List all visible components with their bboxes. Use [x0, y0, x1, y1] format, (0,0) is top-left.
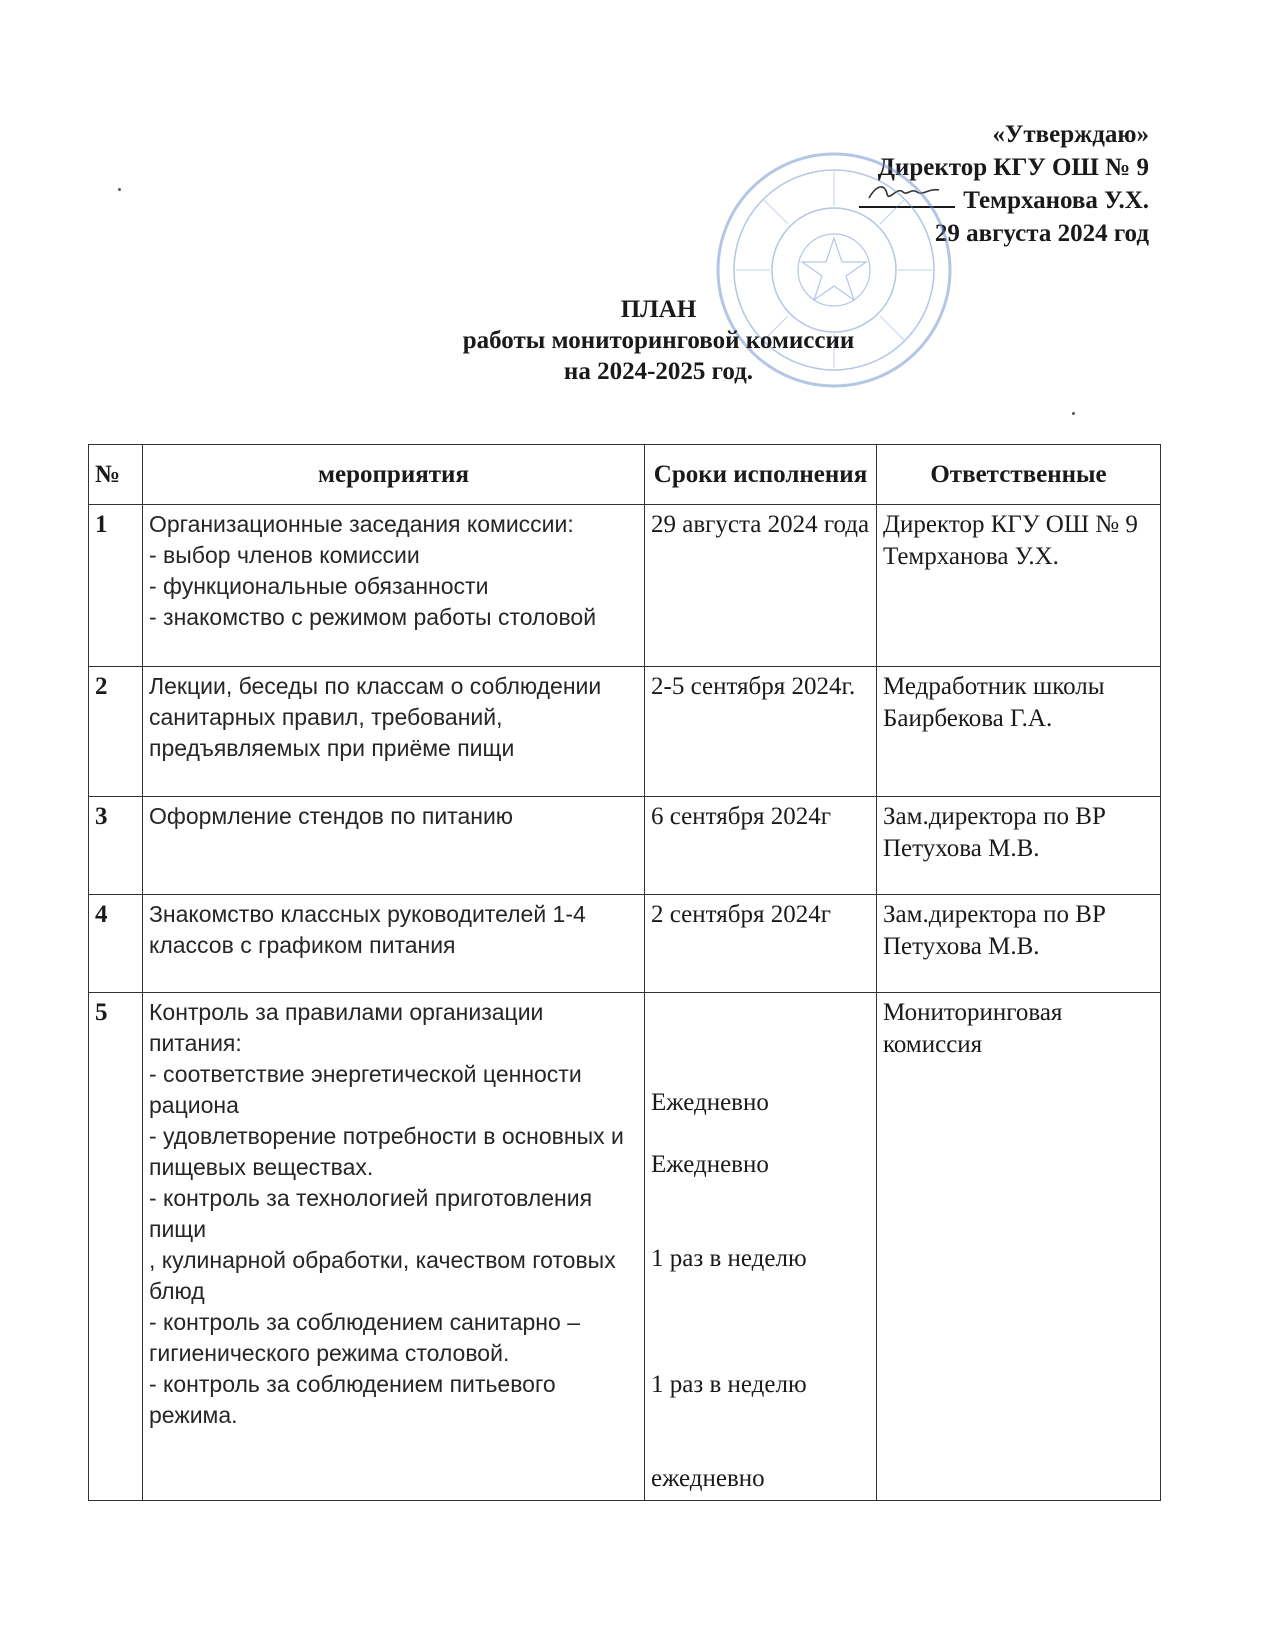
- activity-line: - функциональные обязанности: [149, 573, 489, 599]
- table-row: [89, 993, 1161, 1501]
- activity-line: Лекции, беседы по классам о соблюдении санитарных правил, требований, предъявляемых при приёме пищи: [149, 673, 602, 761]
- row-number: 1: [89, 505, 143, 667]
- activity-line: Организационные заседания комиссии:: [149, 511, 574, 537]
- row-term: 2-5 сентября 2024г.: [645, 667, 877, 797]
- row-term: 29 августа 2024 года: [645, 505, 877, 667]
- table-row: [89, 505, 1161, 667]
- table-row: [89, 797, 1161, 895]
- term-line: 1 раз в неделю: [651, 1371, 807, 1398]
- row-activity: [143, 895, 645, 993]
- title-line-3: на 2024-2025 год.: [563, 358, 754, 385]
- term-line: ежедневно: [651, 1465, 765, 1492]
- row-responsible: Мониторинговая комиссия: [877, 993, 1161, 1501]
- header-activity: мероприятия: [143, 445, 645, 505]
- row-activity: [143, 993, 645, 1501]
- row-responsible: Зам.директора по ВР Петухова М.В.: [877, 797, 1161, 895]
- activity-line: - знакомство с режимом работы столовой: [149, 604, 597, 630]
- header-term: Сроки исполнения: [645, 445, 877, 505]
- activity-line: - контроль за соблюдением питьевого режима.: [149, 1371, 556, 1428]
- approval-date: 29 августа 2024 год: [934, 220, 1149, 247]
- row-activity: [143, 797, 645, 895]
- row-responsible: Зам.директора по ВР Петухова М.В.: [877, 895, 1161, 993]
- row-number: 2: [89, 667, 143, 797]
- row-term: 2 сентября 2024г: [645, 895, 877, 993]
- header-num: №: [89, 445, 143, 505]
- row-responsible: Медработник школы Баирбекова Г.А.: [877, 667, 1161, 797]
- term-line: Ежедневно: [651, 1089, 769, 1116]
- title-line-1: ПЛАН: [620, 296, 697, 323]
- row-activity: [143, 667, 645, 797]
- scan-speck: [118, 188, 121, 191]
- row-number: 5: [89, 993, 143, 1501]
- header-responsible: Ответственные: [877, 445, 1161, 505]
- activity-line: - выбор членов комиссии: [149, 542, 420, 568]
- row-term: [645, 993, 877, 1501]
- row-number: 3: [89, 797, 143, 895]
- approval-name: Темрханова У.Х.: [963, 187, 1149, 214]
- table-row: [89, 667, 1161, 797]
- activity-line: Оформление стендов по питанию: [149, 803, 514, 829]
- activity-line: - соответствие энергетической ценности рациона: [149, 1061, 582, 1118]
- activity-line: , кулинарной обработки, качеством готовых блюд: [149, 1247, 616, 1304]
- activity-line: - контроль за соблюдением санитарно – гигиенического режима столовой.: [149, 1309, 580, 1366]
- row-activity: [143, 505, 645, 667]
- table-header-row: [89, 445, 1161, 505]
- table-row: [89, 895, 1161, 993]
- scan-speck: [1072, 412, 1075, 415]
- approval-heading: «Утверждаю»: [992, 121, 1149, 148]
- activity-line: Контроль за правилами организации питания:: [149, 999, 544, 1056]
- document-title: [0, 294, 1277, 387]
- activity-line: - контроль за технологией приготовления пищи: [149, 1185, 593, 1242]
- title-line-2: работы мониторинговой комиссии: [462, 327, 855, 354]
- term-line: Ежедневно: [651, 1151, 769, 1178]
- row-number: 4: [89, 895, 143, 993]
- row-term: 6 сентября 2024г: [645, 797, 877, 895]
- term-line: 1 раз в неделю: [651, 1245, 807, 1272]
- activity-line: - удовлетворение потребности в основных и пищевых веществах.: [149, 1123, 624, 1180]
- approval-position: Директор КГУ ОШ № 9: [877, 154, 1149, 181]
- row-responsible: Директор КГУ ОШ № 9 Темрханова У.Х.: [877, 505, 1161, 667]
- activity-line: Знакомство классных руководителей 1-4 классов с графиком питания: [149, 901, 586, 958]
- plan-table: [88, 444, 1161, 1501]
